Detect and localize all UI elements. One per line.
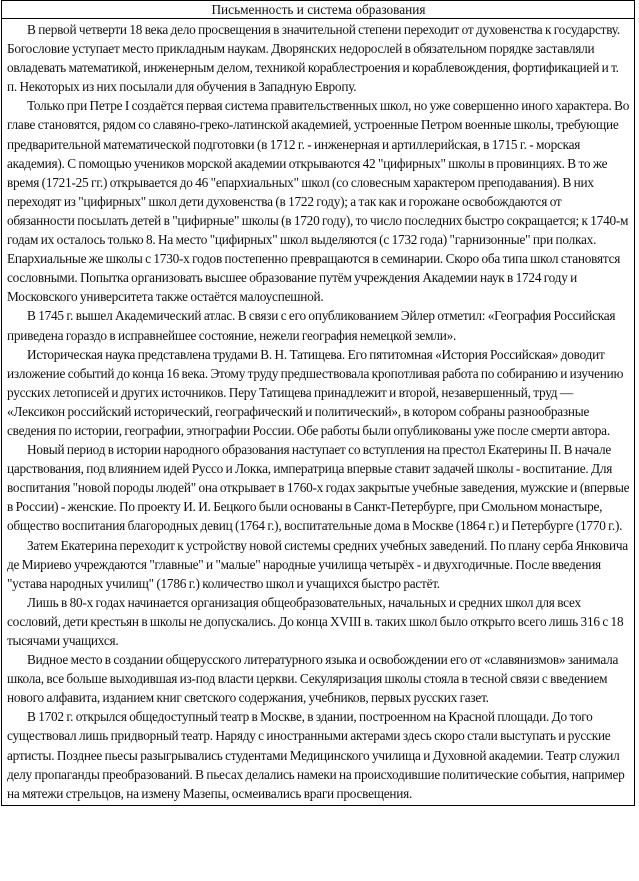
header-row [2,1,635,19]
paragraph-government-schools: Только при Петре I создаётся первая система правительственных школ, но уже совершенно иного характера. Во главе становятся, рядом со славяно-греко-латинской академией, устроенные Петром военные школы, требующие предварительной математической подготовки (в 1712 г. - инженерная и артиллерийская, в 1715 г. - морская академия). С помощью учеников морской академии открываются 42 "цифирных" школы в провинциях. В то же время (1721-25 гг.) открывается до 46 "епархиальных" школ (со словесным характером преподавания). В них переходят из "цифирных" школ дети духовенства (в 1722 году); а так как и горожане освобождаются от обязанности посылать детей в "цифирные" школы (в 1720 году), то число последних быстро сокращается; к 1740-м годам их осталось только 8. На место "цифирных" школ выделяются (с 1732 года) "гарнизонные" при полках. Епархиальные же школы с 1730-х годов постепенно превращаются в семинарии. Скоро оба типа школ становятся сословными. Попытка организовать высшее образование путём учреждения Академии наук в 1724 году и Московского университета также остаётся малоуспешной. [7,98,630,305]
paragraph-academic-atlas: В 1745 г. вышел Академический атлас. В связи с его опубликованием Эйлер отметил: «География Российская приведена гораздо в исправнейшее состояние, нежели география немецкой земли». [7,308,616,343]
paragraph-literary-language: Видное место в создании общерусского литературного языка и освобождении его от «славянизмов» занимала школа, все больше выходившая из-под власти церкви. Секуляризация школы стояла в тесной связи с введением нового алфавита, изданием книг светского содержания, учебников, первых русских газет. [7,652,619,706]
paragraph-tatishchev: Историческая наука представлена трудами В. Н. Татищева. Его пятитомная «История Российская» доводит изложение событий до конца 16 века. Этому труду предшествовала кропотливая работа по собиранию и изучению русских летописей и других источников. Перу Татищева принадлежит и второй, незавершенный, труд — «Лексикон российский исторический, географический и политический», в котором собраны разнообразные сведения по истории, географии, этнографии России. Обе работы были опубликованы уже после смерти автора. [7,346,624,438]
paragraph-secondary-schools: Затем Екатерина переходит к устройству новой системы средних учебных заведений. По плану серба Янковича де Мириево учреждаются "главные" и "малые" народные училища четырёх - и двухгодичные. После введения "устава народных училищ" (1786 г.) количество школ и учащихся быстро растёт. [7,537,628,591]
paragraph-peter-era-intro: В первой четверти 18 века дело просвещения в значительной степени переходит от духовенства к государству. Богословие уступает место прикладным наукам. Дворянских недорослей в обязательном порядке заставляли овладевать математикой, инженерным делом, техникой кораблестроения и кораблевождения, фортификацией и т. п. Некоторых из них посылали для обучения в Западную Европу. [7,22,620,95]
paragraph-theatre: В 1702 г. открылся общедоступный театр в Москве, в здании, построенном на Красной площади. До того существовал лишь придворный театр. Наряду с иностранными актерами здесь скоро стали выступать и русские артисты. Позднее пьесы разыгрывались студентами Медицинского училища и Духовной академии. Театр служил делу пропаганды преобразований. В пьесах делались намеки на происходившие политические события, например на мятежи стрельцов, на измену Мазепы, осмеивались враги просвещения. [7,709,625,801]
body-row [2,19,635,806]
paragraph-1780s-schools: Лишь в 80-х годах начинается организация общеобразовательных, начальных и средних школ для всех сословий, дети крестьян в школы не допускались. До конца XVIII в. таких школ было открыто всего лишь 316 с 18 тысячами учащихся. [7,594,624,648]
document-table [1,0,635,806]
document-title: Письменность и система образования [2,1,635,19]
paragraph-catherine-ii: Новый период в истории народного образования наступает со вступления на престол Екатерины II. В начале царствования, под влиянием идей Руссо и Локка, императрица впервые ставит задачей школы - воспитание. Для воспитания "новой породы людей" она открывает в 1760-х годах закрытые учебные заведения, мужские и (впервые в России) - женские. По проекту И. И. Бецкого были основаны в Санкт-Петербурге, при Смольном монастыре, общество воспитания благородных девиц (1764 г.), воспитательные дома в Москве (1864 г.) и Петербурге (1770 г.). [7,442,630,534]
document-body [2,19,635,806]
